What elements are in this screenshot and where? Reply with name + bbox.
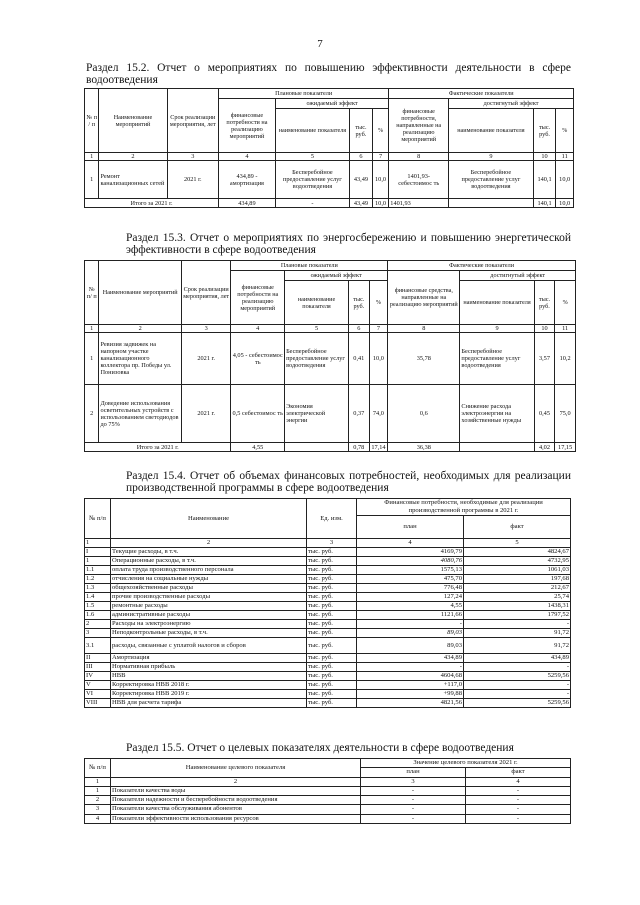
cell-name: Показатели эффективности использования ресурсов bbox=[111, 814, 361, 823]
col-value: Значение целевого показателя 2021 г. bbox=[361, 759, 571, 768]
col-name: Наименование мероприятий bbox=[99, 89, 167, 153]
cell-fact: - bbox=[464, 681, 571, 690]
col-number: 1 bbox=[85, 777, 111, 786]
total-fin2: 36,38 bbox=[388, 443, 460, 452]
total-fin: 434,89 bbox=[219, 199, 276, 208]
table-row bbox=[85, 796, 571, 805]
col-number: 3 bbox=[167, 153, 219, 161]
table-row bbox=[85, 161, 574, 199]
cell-pct: 74,0 bbox=[369, 385, 388, 443]
fact-header: Фактические показатели bbox=[388, 261, 576, 271]
cell-term: 2021 г. bbox=[181, 385, 231, 443]
cell-num: II bbox=[85, 654, 111, 663]
col-number: 9 bbox=[460, 325, 534, 333]
total-pct2: 17,15 bbox=[555, 443, 576, 452]
col-number: 2 bbox=[99, 153, 167, 161]
table-row bbox=[85, 385, 576, 443]
col-number: 3 bbox=[361, 777, 466, 786]
cell-fact: 4732,95 bbox=[464, 557, 571, 566]
total-thr: 43,49 bbox=[350, 199, 373, 208]
col-thr2: тыс. руб. bbox=[533, 109, 556, 153]
col-term: Срок реализации мероприятия, лет bbox=[181, 261, 231, 325]
cell-plan: 475,70 bbox=[357, 575, 464, 584]
cell-plan: 1575,13 bbox=[357, 566, 464, 575]
total-pct: 10,0 bbox=[372, 199, 389, 208]
col-number: 1 bbox=[85, 325, 99, 333]
col-number: 4 bbox=[466, 777, 571, 786]
col-number: 4 bbox=[219, 153, 276, 161]
total-thr: 0,78 bbox=[349, 443, 370, 452]
cell-plan: - bbox=[361, 796, 466, 805]
total-row bbox=[85, 443, 576, 452]
table-row bbox=[85, 805, 571, 814]
cell-unit: тыс. руб. bbox=[307, 593, 357, 602]
cell-plan: 4821,56 bbox=[357, 699, 464, 708]
total-thr2: 4,02 bbox=[534, 443, 555, 452]
cell-fin2: 0,6 bbox=[388, 385, 460, 443]
cell-num: I bbox=[85, 548, 111, 557]
col-fin-need: финансовые потребности на реализацию мероприятий bbox=[231, 271, 285, 325]
cell-ind: Экономия электрической энергии bbox=[285, 385, 349, 443]
cell-fin2: 35,78 bbox=[388, 333, 460, 385]
total-pct: 17,14 bbox=[369, 443, 388, 452]
table-row bbox=[85, 638, 571, 654]
col-number: 7 bbox=[369, 325, 388, 333]
cell-unit: тыс. руб. bbox=[307, 663, 357, 672]
table-15-4 bbox=[84, 498, 571, 708]
cell-unit: тыс. руб. bbox=[307, 566, 357, 575]
cell-fin2: 1401,93- себестоимос ть bbox=[389, 161, 449, 199]
cell-num: IV bbox=[85, 672, 111, 681]
col-number: 6 bbox=[349, 325, 370, 333]
cell-pct: 10,0 bbox=[372, 161, 389, 199]
cell-fact: - bbox=[464, 620, 571, 629]
cell-term: 2021 г. bbox=[167, 161, 219, 199]
cell-pct2: 10,2 bbox=[555, 333, 576, 385]
cell-name: прочие производственные расходы bbox=[111, 593, 307, 602]
cell-thr2: 3,57 bbox=[534, 333, 555, 385]
cell-fact: 5259,56 bbox=[464, 699, 571, 708]
cell-plan: +117,0 bbox=[357, 681, 464, 690]
cell-num: III bbox=[85, 663, 111, 672]
cell-unit: тыс. руб. bbox=[307, 620, 357, 629]
col-number: 3 bbox=[181, 325, 231, 333]
cell-ind2: Снижение расхода электроэнергии на хозяйственные нужды bbox=[460, 385, 534, 443]
cell-plan: 127,24 bbox=[357, 593, 464, 602]
cell-num: VI bbox=[85, 690, 111, 699]
cell-num: 1.3 bbox=[85, 584, 111, 593]
col-unit: Ед. изм. bbox=[307, 499, 357, 539]
cell-thr2: 140,1 bbox=[533, 161, 556, 199]
col-term: Срок реализации мероприятия, лет bbox=[167, 89, 219, 153]
cell-unit: тыс. руб. bbox=[307, 575, 357, 584]
cell-plan: - bbox=[361, 805, 466, 814]
section-15-3-title: Раздел 15.3. Отчет о мероприятиях по энергосбережению и повышению энергетической эффективности в сфере водоотведения bbox=[126, 232, 571, 256]
cell-name: Ремонт канализационных сетей bbox=[99, 161, 167, 199]
cell-num: 2 bbox=[85, 620, 111, 629]
cell-unit: тыс. руб. bbox=[307, 699, 357, 708]
plan-header: Плановые показатели bbox=[219, 89, 389, 99]
cell-plan: 776,48 bbox=[357, 584, 464, 593]
cell-name: расходы, связанные с уплатой налогов и сборов bbox=[111, 638, 307, 654]
col-pct: % bbox=[372, 109, 389, 153]
cell-num: 4 bbox=[85, 814, 111, 823]
cell-plan: 4080,76 bbox=[357, 557, 464, 566]
cell-name: отчисления на социальные нужды bbox=[111, 575, 307, 584]
col-num: № п / п bbox=[85, 89, 99, 153]
cell-num: 2 bbox=[85, 385, 99, 443]
cell-unit: тыс. руб. bbox=[307, 611, 357, 620]
cell-num: 1.4 bbox=[85, 593, 111, 602]
total-fin2: 1401,93 bbox=[389, 199, 449, 208]
cell-fact: 197,68 bbox=[464, 575, 571, 584]
col-thr: тыс. руб. bbox=[350, 109, 373, 153]
col-number: 1 bbox=[85, 539, 111, 548]
cell-unit: тыс. руб. bbox=[307, 584, 357, 593]
cell-term: 2021 г. bbox=[181, 333, 231, 385]
table-row bbox=[85, 814, 571, 823]
cell-plan: - bbox=[357, 620, 464, 629]
cell-plan: - bbox=[357, 663, 464, 672]
cell-ind2: Бесперебойное предоставление услуг водоотведения bbox=[460, 333, 534, 385]
table-row bbox=[85, 602, 571, 611]
col-name: Наименование мероприятий bbox=[99, 261, 182, 325]
cell-name: Корректировка НВВ 2018 г. bbox=[111, 681, 307, 690]
cell-pct2: 75,0 bbox=[555, 385, 576, 443]
table-row bbox=[85, 593, 571, 602]
cell-fact: 212,67 bbox=[464, 584, 571, 593]
cell-num: V bbox=[85, 681, 111, 690]
total-ind: - bbox=[275, 199, 349, 208]
cell-ind: Бесперебойное предоставление услуг водоотведения bbox=[275, 161, 349, 199]
col-fin-spent: финансовые потребности, направленные на реализацию мероприятий bbox=[389, 99, 449, 153]
cell-fact: 5259,56 bbox=[464, 672, 571, 681]
cell-name: Доведение использования осветительных устройств с использованием светодиодов до 75% bbox=[99, 385, 182, 443]
table-row bbox=[85, 786, 571, 795]
cell-unit: тыс. руб. bbox=[307, 557, 357, 566]
col-ach-eff: достигнутый эффект bbox=[449, 99, 574, 109]
col-number: 2 bbox=[111, 539, 307, 548]
table-row bbox=[85, 629, 571, 638]
cell-ind2: Бесперебойное предоставление услуг водоотведения bbox=[449, 161, 534, 199]
cell-num: 1.2 bbox=[85, 575, 111, 584]
col-number: 10 bbox=[533, 153, 556, 161]
cell-unit: тыс. руб. bbox=[307, 548, 357, 557]
section-15-4-title: Раздел 15.4. Отчет об объемах финансовых потребностей, необходимых для реализации производственной программы в сфере водоотведения bbox=[126, 470, 571, 494]
col-number: 1 bbox=[85, 153, 99, 161]
total-pct2: 10,0 bbox=[556, 199, 574, 208]
col-ind-name2: наименование показателя bbox=[460, 281, 534, 325]
cell-name: НВВ bbox=[111, 672, 307, 681]
cell-num: 1.5 bbox=[85, 602, 111, 611]
fact-header: Фактические показатели bbox=[389, 89, 574, 99]
col-number: 5 bbox=[285, 325, 349, 333]
cell-fin: 0,5 себестоимос ть bbox=[231, 385, 285, 443]
total-thr2: 140,1 bbox=[533, 199, 556, 208]
table-row bbox=[85, 663, 571, 672]
cell-pct: 10,0 bbox=[369, 333, 388, 385]
cell-num: VIII bbox=[85, 699, 111, 708]
cell-name: Расходы на электроэнергию bbox=[111, 620, 307, 629]
cell-fact: 1061,03 bbox=[464, 566, 571, 575]
cell-fin: 4,05 - себестоимос ть bbox=[231, 333, 285, 385]
cell-fact: - bbox=[464, 690, 571, 699]
cell-thr2: 0,45 bbox=[534, 385, 555, 443]
cell-fact: 4824,67 bbox=[464, 548, 571, 557]
cell-name: НВВ для расчета тарифа bbox=[111, 699, 307, 708]
cell-fact: - bbox=[464, 663, 571, 672]
cell-plan: 4169,79 bbox=[357, 548, 464, 557]
col-number: 11 bbox=[556, 153, 574, 161]
cell-name: Показатели качества воды bbox=[111, 786, 361, 795]
cell-fact: 25,74 bbox=[464, 593, 571, 602]
table-row bbox=[85, 611, 571, 620]
cell-unit: тыс. руб. bbox=[307, 681, 357, 690]
cell-name: Показатели качества обслуживания абонентов bbox=[111, 805, 361, 814]
total-row bbox=[85, 199, 574, 208]
cell-plan: - bbox=[361, 814, 466, 823]
cell-num: 1 bbox=[85, 161, 99, 199]
section-15-2-title: Раздел 15.2. Отчет о мероприятиях по повышению эффективности деятельности в сфере водоотведения bbox=[86, 62, 571, 86]
col-number: 4 bbox=[357, 539, 464, 548]
cell-fact: 434,89 bbox=[464, 654, 571, 663]
cell-plan: 1121,66 bbox=[357, 611, 464, 620]
cell-name: Операционные расходы, в т.ч. bbox=[111, 557, 307, 566]
cell-unit: тыс. руб. bbox=[307, 690, 357, 699]
table-row bbox=[85, 333, 576, 385]
col-fin-spent: финансовые средства, направленные на реализацию мероприятий bbox=[388, 271, 460, 325]
col-pct: % bbox=[369, 281, 388, 325]
cell-name: Показатели надежности и бесперебойности водоотведения bbox=[111, 796, 361, 805]
cell-ind: Бесперебойное предоставление услуг водоотведения bbox=[285, 333, 349, 385]
cell-fact: 1797,52 bbox=[464, 611, 571, 620]
cell-name: Текущие расходы, в т.ч. bbox=[111, 548, 307, 557]
table-row bbox=[85, 672, 571, 681]
table-row bbox=[85, 620, 571, 629]
total-fin: 4,55 bbox=[231, 443, 285, 452]
cell-plan: 89,03 bbox=[357, 629, 464, 638]
cell-plan: - bbox=[361, 786, 466, 795]
col-number: 2 bbox=[111, 777, 361, 786]
cell-fact: 91,72 bbox=[464, 629, 571, 638]
col-exp-eff: ожидаемый эффект bbox=[275, 99, 388, 109]
col-number: 8 bbox=[388, 325, 460, 333]
cell-plan: +99,88 bbox=[357, 690, 464, 699]
col-ind-name2: наименование показателя bbox=[449, 109, 534, 153]
table-row bbox=[85, 575, 571, 584]
cell-name: Ревизия задвижек на напорном участке канализационного коллектора пр. Победы ул. Понизовка bbox=[99, 333, 182, 385]
col-number: 3 bbox=[307, 539, 357, 548]
table-row bbox=[85, 557, 571, 566]
cell-fact: - bbox=[466, 786, 571, 795]
cell-fact: 1438,31 bbox=[464, 602, 571, 611]
cell-unit: тыс. руб. bbox=[307, 654, 357, 663]
col-name: Наименование bbox=[111, 499, 307, 539]
col-ind-name: наименование показателя bbox=[285, 281, 349, 325]
page-number: 7 bbox=[317, 38, 323, 50]
cell-pct2: 10,0 bbox=[556, 161, 574, 199]
cell-thr: 0,37 bbox=[349, 385, 370, 443]
cell-fact: - bbox=[466, 805, 571, 814]
total-label: Итого за 2021 г. bbox=[85, 199, 219, 208]
col-name: Наименование целевого показателя bbox=[111, 759, 361, 778]
cell-num: 1.6 bbox=[85, 611, 111, 620]
col-num: № п/п bbox=[85, 759, 111, 778]
col-num: № п/ п bbox=[85, 261, 99, 325]
col-number: 2 bbox=[99, 325, 182, 333]
cell-name: Корректировка НВВ 2019 г. bbox=[111, 690, 307, 699]
cell-fact: 91,72 bbox=[464, 638, 571, 654]
cell-num: 3.1 bbox=[85, 638, 111, 654]
col-number: 10 bbox=[534, 325, 555, 333]
table-row bbox=[85, 699, 571, 708]
table-15-2 bbox=[84, 88, 574, 208]
cell-unit: тыс. руб. bbox=[307, 629, 357, 638]
cell-name: административные расходы bbox=[111, 611, 307, 620]
col-exp-eff: ожидаемый эффект bbox=[285, 271, 388, 281]
cell-num: 1.1 bbox=[85, 566, 111, 575]
col-number: 6 bbox=[350, 153, 373, 161]
col-number: 5 bbox=[464, 539, 571, 548]
col-plan: план bbox=[357, 516, 464, 539]
cell-name: общехозяйственные расходы bbox=[111, 584, 307, 593]
cell-plan: 434,89 bbox=[357, 654, 464, 663]
cell-plan: 4604,68 bbox=[357, 672, 464, 681]
col-fact: факт bbox=[464, 516, 571, 539]
cell-num: 1 bbox=[85, 333, 99, 385]
cell-name: оплата труда производственного персонала bbox=[111, 566, 307, 575]
col-fact: факт bbox=[466, 768, 571, 777]
total-label: Итого за 2021 г. bbox=[85, 443, 231, 452]
cell-num: 1 bbox=[85, 786, 111, 795]
cell-num: 3 bbox=[85, 629, 111, 638]
col-number: 9 bbox=[449, 153, 534, 161]
col-number: 8 bbox=[389, 153, 449, 161]
cell-num: 3 bbox=[85, 805, 111, 814]
table-15-5 bbox=[84, 758, 571, 824]
cell-plan: 4,55 bbox=[357, 602, 464, 611]
table-row bbox=[85, 690, 571, 699]
col-number: 7 bbox=[372, 153, 389, 161]
table-row bbox=[85, 681, 571, 690]
col-number: 5 bbox=[275, 153, 349, 161]
col-thr: тыс. руб. bbox=[349, 281, 370, 325]
cell-thr: 0,41 bbox=[349, 333, 370, 385]
table-row bbox=[85, 566, 571, 575]
cell-name: Амортизация bbox=[111, 654, 307, 663]
cell-name: Неподконтрольные расходы, в т.ч. bbox=[111, 629, 307, 638]
cell-fact: - bbox=[466, 796, 571, 805]
col-number: 11 bbox=[555, 325, 576, 333]
cell-fact: - bbox=[466, 814, 571, 823]
table-row bbox=[85, 654, 571, 663]
col-fin-need: финансовые потребности на реализацию мероприятий bbox=[219, 99, 276, 153]
col-plan: план bbox=[361, 768, 466, 777]
table-row bbox=[85, 548, 571, 557]
col-ind-name: наименование показателя bbox=[275, 109, 349, 153]
table-row bbox=[85, 584, 571, 593]
col-pct2: % bbox=[556, 109, 574, 153]
cell-unit: тыс. руб. bbox=[307, 672, 357, 681]
cell-name: ремонтные расходы bbox=[111, 602, 307, 611]
col-num: № п/п bbox=[85, 499, 111, 539]
col-thr2: тыс. руб. bbox=[534, 281, 555, 325]
table-15-3 bbox=[84, 260, 576, 452]
cell-unit: тыс. руб. bbox=[307, 602, 357, 611]
section-15-5-title: Раздел 15.5. Отчет о целевых показателях деятельности в сфере водоотведения bbox=[126, 742, 514, 754]
cell-num: 2 bbox=[85, 796, 111, 805]
cell-unit: тыс. руб. bbox=[307, 638, 357, 654]
col-fin-needs: Финансовые потребности, необходимые для реализации производственной программы в 2021 г. bbox=[357, 499, 571, 516]
cell-plan: 89,03 bbox=[357, 638, 464, 654]
cell-name: Нормативная прибыль bbox=[111, 663, 307, 672]
cell-thr: 43,49 bbox=[350, 161, 373, 199]
plan-header: Плановые показатели bbox=[231, 261, 388, 271]
cell-fin: 434,89 - амортизация bbox=[219, 161, 276, 199]
col-ach-eff: достигнутый эффект bbox=[460, 271, 576, 281]
cell-num: 1 bbox=[85, 557, 111, 566]
col-number: 4 bbox=[231, 325, 285, 333]
col-pct2: % bbox=[555, 281, 576, 325]
